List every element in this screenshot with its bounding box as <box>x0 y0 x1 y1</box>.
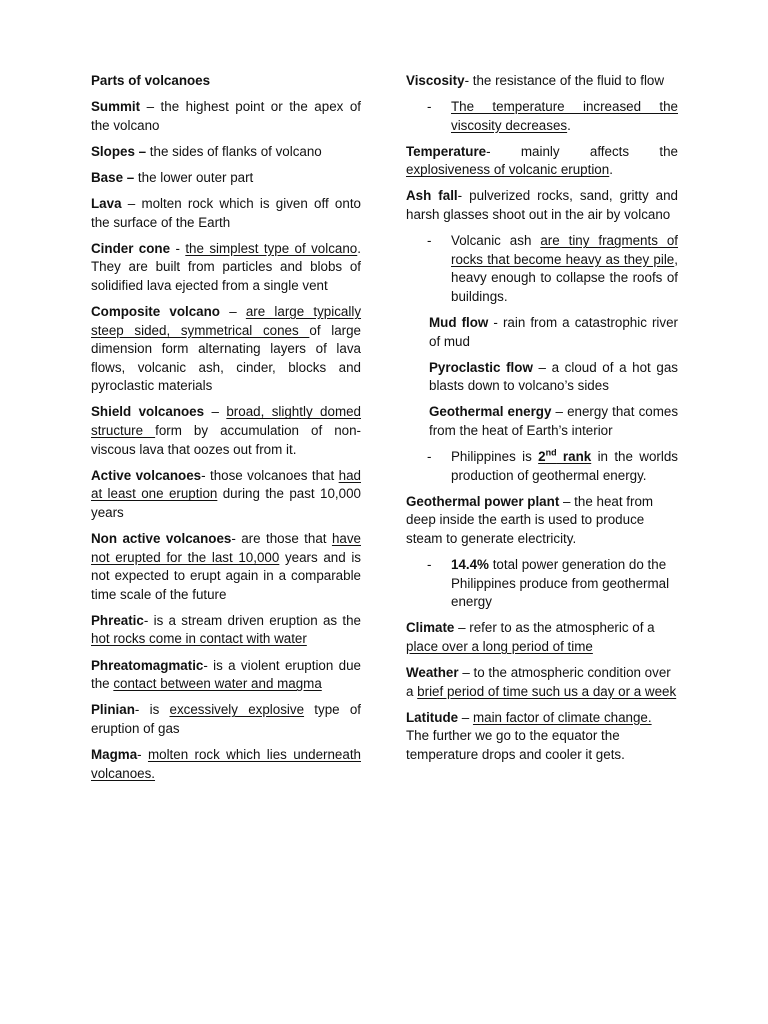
text: in the worlds production of geothermal energy. <box>451 449 678 483</box>
definition: – a cloud of a hot gas blasts down to volcano’s sides <box>429 359 678 394</box>
underlined-text: excessively explosive <box>169 702 305 718</box>
text: - is a violent eruption due the <box>91 657 361 692</box>
plinian-entry <box>91 701 361 738</box>
summit-entry <box>91 98 361 135</box>
underlined-text: had at least one eruption <box>91 467 361 502</box>
term: Ash fall <box>406 188 458 204</box>
definition: - rain from a catastrophic river of mud <box>429 315 678 349</box>
magma-entry <box>91 746 361 783</box>
viscosity-entry <box>406 72 678 91</box>
term: Temperature <box>406 143 487 159</box>
underlined-text: main factor of climate change. <box>472 709 652 725</box>
underlined-text: are tiny fragments of rocks that become heavy as they pile <box>451 233 679 267</box>
text: – <box>220 303 246 319</box>
text: – refer to as the atmospheric of a <box>454 620 655 636</box>
term: Active volcanoes <box>91 467 202 483</box>
text: - mainly affects the <box>486 143 678 159</box>
definition: – the heat from deep inside the earth is used to produce steam to generate electricity. <box>406 493 654 546</box>
text: - those volcanoes that <box>201 467 339 483</box>
term: Magma <box>91 746 138 762</box>
underlined-text: broad, slightly domed structure <box>91 404 361 438</box>
mud-flow-entry <box>406 314 678 351</box>
definition: the sides of flanks of volcano <box>146 143 322 159</box>
term: Shield volcanoes <box>91 404 205 420</box>
term: Lava <box>91 195 122 211</box>
text: , heavy enough to collapse the roofs of buildings. <box>451 251 678 304</box>
term: Geothermal power plant <box>406 493 560 509</box>
underlined-text: are large typically steep sided, symmetrical cones <box>91 303 362 338</box>
definition: the lower outer part <box>134 169 254 185</box>
underlined-text: contact between water and magma <box>113 676 322 692</box>
rank-number: 2 <box>538 449 546 465</box>
term: Summit <box>91 99 141 115</box>
text: – to the atmospheric condition over a <box>406 665 671 699</box>
rank-word: rank <box>556 449 592 465</box>
phreatic-entry <box>91 612 361 649</box>
term: Phreatomagmatic <box>91 657 204 673</box>
text: . They are built from particles and blobs of solidified lava ejected from a single vent <box>91 240 361 293</box>
rank-suffix: nd <box>545 447 557 458</box>
geothermal-energy-entry <box>406 403 678 440</box>
text: The further we go to the equator the temperature drops and cooler it gets. <box>406 728 625 762</box>
text: - are those that <box>231 530 332 546</box>
underlined-text: hot rocks come in contact with water <box>91 631 307 647</box>
text: – <box>458 709 473 725</box>
term: Slopes – <box>91 143 147 159</box>
term: Cinder cone <box>91 240 171 256</box>
term: Mud flow <box>429 315 489 331</box>
term: Non active volcanoes <box>91 530 232 546</box>
text: Volcanic ash <box>451 233 541 249</box>
term: Base – <box>91 169 135 185</box>
power-plant-bullet <box>406 556 678 612</box>
underlined-text: place over a long period of time <box>406 638 593 654</box>
text: – <box>204 404 227 420</box>
bullet-dash: - <box>427 233 432 249</box>
definition: - pulverized rocks, sand, gritty and harsh glasses shoot out in the air by volcano <box>406 188 678 223</box>
text: type of eruption of gas <box>91 702 361 736</box>
slopes-entry <box>91 143 361 162</box>
term: Plinian <box>91 702 135 718</box>
text: of large dimension form alternating layers of lava flows, volcanic ash, cinder, blocks and pyroclastic materials <box>91 322 361 394</box>
percentage: 14.4% <box>451 557 489 573</box>
phreatomagmatic-entry <box>91 657 361 694</box>
geothermal-power-plant-entry <box>406 493 678 549</box>
active-volcanoes-entry <box>91 467 361 523</box>
geothermal-bullet <box>406 448 678 485</box>
ash-fall-entry <box>406 187 678 224</box>
right-column <box>406 72 678 772</box>
bullet-dash: - <box>427 99 432 115</box>
base-entry <box>91 169 361 188</box>
shield-volcanoes-entry <box>91 403 361 459</box>
underlined-text: The temperature increased the viscosity decreases <box>451 99 678 133</box>
non-active-volcanoes-entry <box>91 530 361 604</box>
term: Weather <box>406 665 459 681</box>
climate-entry <box>406 619 678 656</box>
term: Composite volcano <box>91 303 220 319</box>
text: - <box>170 240 186 256</box>
term: Climate <box>406 620 455 636</box>
text: . <box>567 117 571 133</box>
term: Latitude <box>406 709 459 725</box>
text: . <box>609 162 613 178</box>
lava-entry <box>91 195 361 232</box>
cinder-cone-entry <box>91 240 361 296</box>
weather-entry <box>406 664 678 701</box>
term: Geothermal energy <box>429 404 552 420</box>
rank-underlined <box>538 449 591 464</box>
text: form by accumulation of non-viscous lava that oozes out from it. <box>91 423 361 457</box>
latitude-entry <box>406 709 678 765</box>
definition: – energy that comes from the heat of Earth’s interior <box>429 404 679 438</box>
section-heading <box>91 72 361 91</box>
heading-text: Parts of volcanoes <box>91 73 211 88</box>
pyroclastic-flow-entry <box>406 359 678 396</box>
term: Phreatic <box>91 612 144 628</box>
definition: – molten rock which is given off onto the surface of the Earth <box>91 195 361 230</box>
viscosity-bullet <box>406 98 678 135</box>
underlined-text: explosiveness of volcanic eruption <box>406 162 610 178</box>
text: - <box>137 746 148 762</box>
underlined-text: brief period of time such us a day or a week <box>417 683 677 699</box>
underlined-text: molten rock which lies underneath volcanoes. <box>91 746 361 781</box>
ash-fall-bullet <box>406 232 678 306</box>
temperature-entry <box>406 143 678 180</box>
definition: - the resistance of the fluid to flow <box>464 73 665 88</box>
term: Viscosity <box>406 73 465 88</box>
left-column <box>91 72 361 791</box>
composite-volcano-entry <box>91 303 361 396</box>
term: Pyroclastic flow <box>429 359 533 375</box>
text: Philippines is <box>451 449 539 465</box>
underlined-text: have not erupted for the last 10,000 <box>91 530 361 565</box>
underlined-text: the simplest type of volcano <box>185 240 358 256</box>
bullet-dash: - <box>427 449 432 465</box>
definition: – the highest point or the apex of the volcano <box>91 99 361 133</box>
text: total power generation do the Philippines produce from geothermal energy <box>451 557 670 610</box>
text: years and is not expected to erupt again in a comparable time scale of the future <box>91 549 362 602</box>
text: - is <box>134 702 170 718</box>
text: - is a stream driven eruption as the <box>143 612 361 628</box>
text: during the past 10,000 years <box>91 486 361 520</box>
bullet-dash: - <box>427 557 432 573</box>
